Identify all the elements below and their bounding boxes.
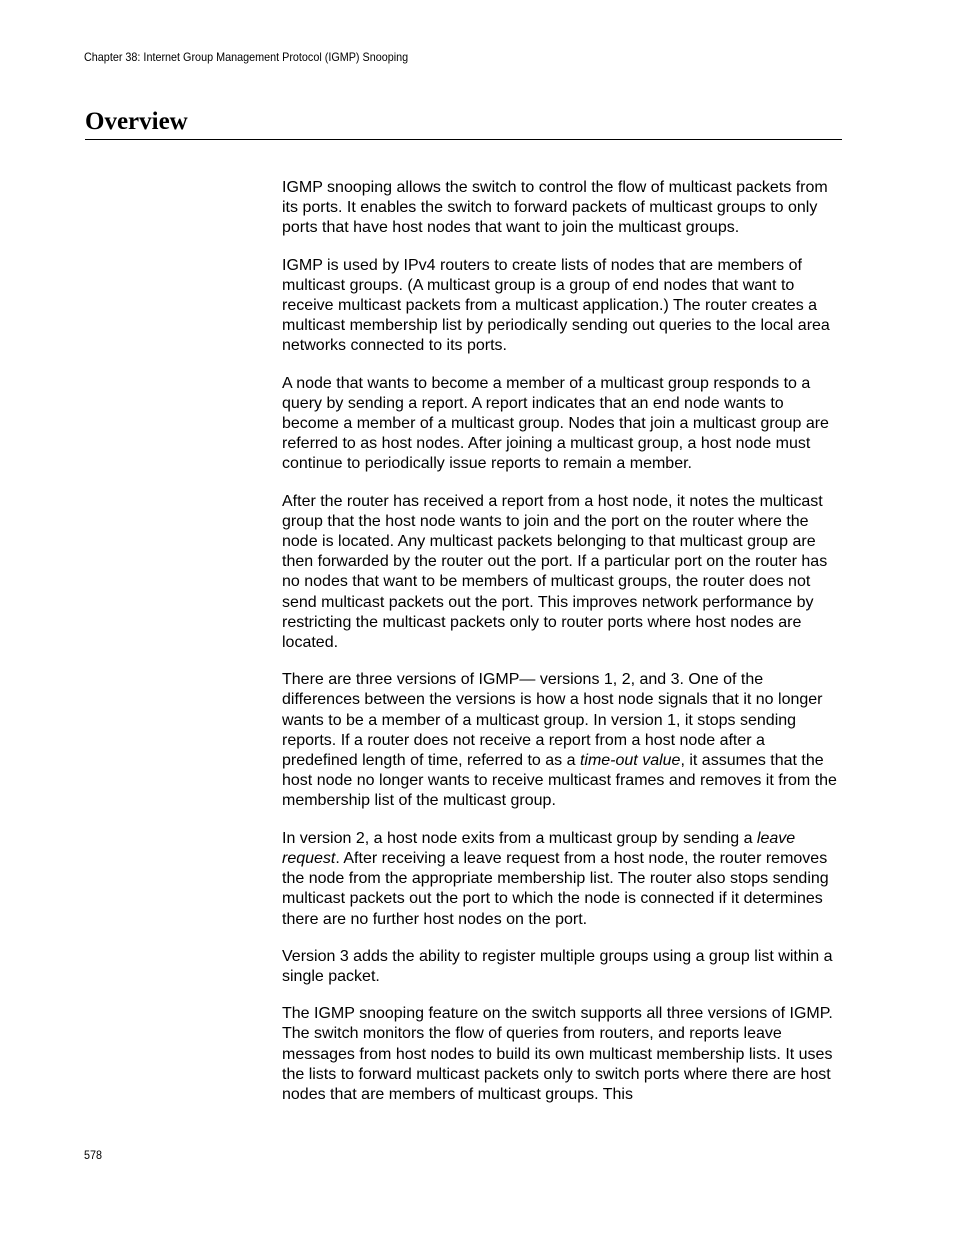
paragraph-6 xyxy=(282,829,842,930)
paragraph-2: IGMP is used by IPv4 routers to create lists of nodes that are members of multicast groups. (A multicast group is a group of end nodes that want to receive multicast packets from a multicast application.) The router creates a multicast membership list by periodically sending out queries to the local area networks connected to its ports. xyxy=(282,256,830,355)
paragraph-5-text-b: , it assumes that the host node no longer wants to receive multicast frames and removes it from the membership list of the multicast group. xyxy=(282,752,837,810)
paragraph-3: A node that wants to become a member of a multicast group responds to a query by sending a report. A report indicates that an end node wants to become a member of a multicast group. Nodes that join a multicast group are referred to as host nodes. After joining a multicast group, a host node must continue to periodically issue reports to remain a member. xyxy=(282,374,829,473)
paragraph-5-text-a: There are three versions of IGMP— versions 1, 2, and 3. One of the differences between the versions is how a host node signals that it no longer wants to be a member of a multicast group. In version 1, it stops sending reports. If a router does not receive a report from a host node after a predefined length of time, referred to as a xyxy=(282,671,823,770)
term-time-out-value: time-out value xyxy=(579,752,681,770)
title-divider xyxy=(85,139,842,140)
paragraph-8: The IGMP snooping feature on the switch supports all three versions of IGMP. The switch monitors the flow of queries from routers, and reports leave messages from host nodes to build its own multicast membership lists. It uses the lists to forward multicast packets only to switch ports where there are host nodes that are members of multicast groups. This xyxy=(282,1005,833,1103)
paragraph-5 xyxy=(282,670,842,811)
paragraph-6-text-a: In version 2, a host node exits from a multicast group by sending a xyxy=(282,829,757,847)
page-number: 578 xyxy=(84,1148,103,1162)
running-header: Chapter 38: Internet Group Management Protocol (IGMP) Snooping xyxy=(84,50,409,64)
paragraph-4: After the router has received a report from a host node, it notes the multicast group that the host node wants to join and the port on the router where the node is located. Any multicast packets belonging to that multicast group are then forwarded by the router out the port. If a particular port on the router has no nodes that want to be members of multicast groups, the router does not send multicast packets out the port. This improves network performance by restricting the multicast packets only to router ports where host nodes are located. xyxy=(282,492,828,652)
body-text xyxy=(282,178,842,1122)
paragraph-7: Version 3 adds the ability to register multiple groups using a group list within a single packet. xyxy=(282,947,833,985)
paragraph-6-text-b: . After receiving a leave request from a host node, the router removes the node from the appropriate membership list. The router also stops sending multicast packets out the port to which the node is connected if it determines there are no further host nodes on the port. xyxy=(282,849,829,928)
section-title: Overview xyxy=(85,108,188,135)
term-leave-request: leave request xyxy=(282,829,796,867)
paragraph-1: IGMP snooping allows the switch to control the flow of multicast packets from its ports. It enables the switch to forward packets of multicast groups to only ports that have host nodes that want to join the multicast groups. xyxy=(282,179,828,237)
